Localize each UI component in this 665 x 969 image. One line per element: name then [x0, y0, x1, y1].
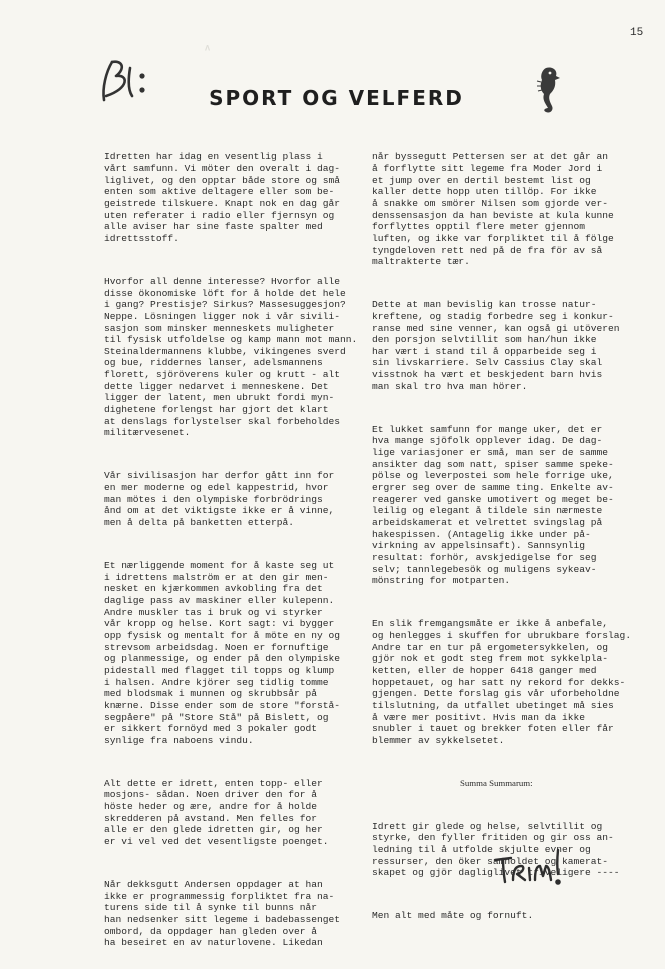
right-column: [372, 128, 642, 942]
left-column: [104, 128, 364, 969]
bleed-through-text: V: [205, 42, 257, 52]
conclusion-paragraph: Idrett gir glede og helse, selvtillit og styrke, den fyller fritiden og gir oss an- ledning til å utfolde skjulte evner og ressurser, den öker samholdet og kamerat- skapet og gjör dagliglivet triveligere ----: [372, 820, 620, 879]
paragraph: Idretten har idag en vesentlig plass i vårt samfunn. Vi möter den overalt i dag- liglivet, og den opptar både store og små enten som aktive deltagere eller som be- geistrede tilskuere. Knapt nok en dag går uten referater i radio eller fjernsyn og alle aviser har sine faste spalter med idrettsstoff.: [104, 151, 341, 244]
paragraph: Et nærliggende moment for å kaste seg ut i idrettens malström er at den gir men- nesket en kjærkommen avkobling fra det daglige pass av maskiner eller kulepenn. Andre muskler tas i bruk og vi styrker vår kropp og helse. Kort sagt: vi bygger opp fysisk og mentalt for å möte en ny og strevsom arbeidsdag. Noen er fornuftige og planmessige, og ender på den olympiske pidestall med flagget til topps og klump i halsen. Andre kjörer seg tidlig tomme med blodsmak i munnen og skrubbsår på knærne. Disse ender som de store "forstå- segpåere" på "Store Stå" på Bislett, og er sikkert fornöyd med 3 pokaler godt synlige fra naboens vindu.: [104, 559, 341, 746]
page-title: SPORT OG VELFERD: [209, 86, 464, 110]
paragraph: Alt dette er idrett, enten topp- eller mosjons- sådan. Noen driver den for å höste heder og ære, andre for å holde skredderen på avstand. Men felles for alle er den glede idretten gir, og her er vi vel ved det vesentligste poenget.: [104, 777, 329, 848]
summa-heading: Summa Summarum:: [460, 777, 533, 788]
paragraph: Et lukket samfunn for mange uker, det er hva mange sjöfolk opplever idag. De dag- lige variasjoner er små, man ser de samme ansikter dag som natt, spiser samme speke- pölse og leverpostei som hele forrige uke, ergrer seg over de samme ting. Enkelte av- reagerer ved ganske umotivert og meget be- leilig og elegant å tildele sin nærmeste arbeidskamerat et velrettet svingslag på hakespissen. (Antagelig ikke under på- virkning av appelsinsaft). Sannsynlig resultat: forhör, avskjedigelse for seg selv; tannlegebesök og muligens sykeav- mönstring for motparten.: [372, 423, 614, 587]
paragraph: En slik fremgangsmåte er ikke å anbefale, og henlegges i skuffen for ubrukbare forslag. Andre tar en tur på ergometersykkelen, og gjör nok et godt steg frem mot sykkelpla- ketten, eller de hopper 6418 ganger med hoppetauet, og har satt ny rekord for dekks- gjengen. Dette forslag gis vår uforbeholdne tilslutning, da utfallet ubetinget må sies å være mer positivt. Hvis man da ikke snubler i tauet og brekker foten eller får blemmer av sykkelsetet.: [372, 618, 632, 746]
paragraph: når byssegutt Pettersen ser at det går an å forflytte sitt legeme fra Moder Jord i et jump over en dertil bestemt list og kaller dette hopp uten tillöp. For ikke å snakke om smörer Nilsen som gjorde ver- denssensasjon da han beviste at kula kunne forflyttes opptil flere meter gjennom luften, og ikke var forpliktet til å fölge tyngdeloven rett ned på de fra för av så maltrakterte tær.: [372, 151, 614, 268]
page-number: 15: [630, 27, 644, 39]
paragraph: Hvorfor all denne interesse? Hvorfor alle disse ökonomiske löft for å holde det hele i gang? Prestisje? Sirkus? Massesuggesjon? Neppe. Lösningen ligger nok i vår sivili- sasjon som minsker menneskets muligheter til fysisk utfoldelse og kamp mann mot mann. Steinaldermannens klubbe, vikingenes sverd og bue, riddernes lanser, adelsmannens florett, sjöröverens kuler og krutt - alt dette ligger nedarvet i menneskene. Det ligger der latent, men ubrukt fordi myn- dighetene forlengst har gjort det klart at denslags forlystelser skal forbeholdes militærvesenet.: [104, 275, 358, 439]
paragraph: Vår sivilisasjon har derfor gått inn for en mer moderne og edel kappestrid, hvor man mötes i den olympiske forbrödrings ånd om at det viktigste ikke er å vinne, men å delta på banketten etterpå.: [104, 470, 335, 528]
closing-line: Men alt med måte og fornuft.: [372, 910, 534, 922]
signature: [493, 846, 565, 888]
seahorse-icon: [532, 64, 562, 116]
paragraph: Når dekksgutt Andersen oppdager at han ikke er programmessig forpliktet fra na- turens side til å synke til bunns når han nedsenker sitt legeme i badebassenget ombord, da oppdager han gleden over å ha beseiret en av naturlovene. Likedan: [104, 879, 341, 949]
paragraph: Dette at man bevislig kan trosse natur- kreftene, og stadig forbedre seg i konkur- ranse med sine venner, kan også gi utöveren den porsjon selvtillit som han/hun ikke har vært i stand til å opparbeide seg i sin livskarriere. Selv Cassius Clay skal visstnok ha vært et beskjedent barn hvis man skal tro hva man hörer.: [372, 299, 620, 392]
